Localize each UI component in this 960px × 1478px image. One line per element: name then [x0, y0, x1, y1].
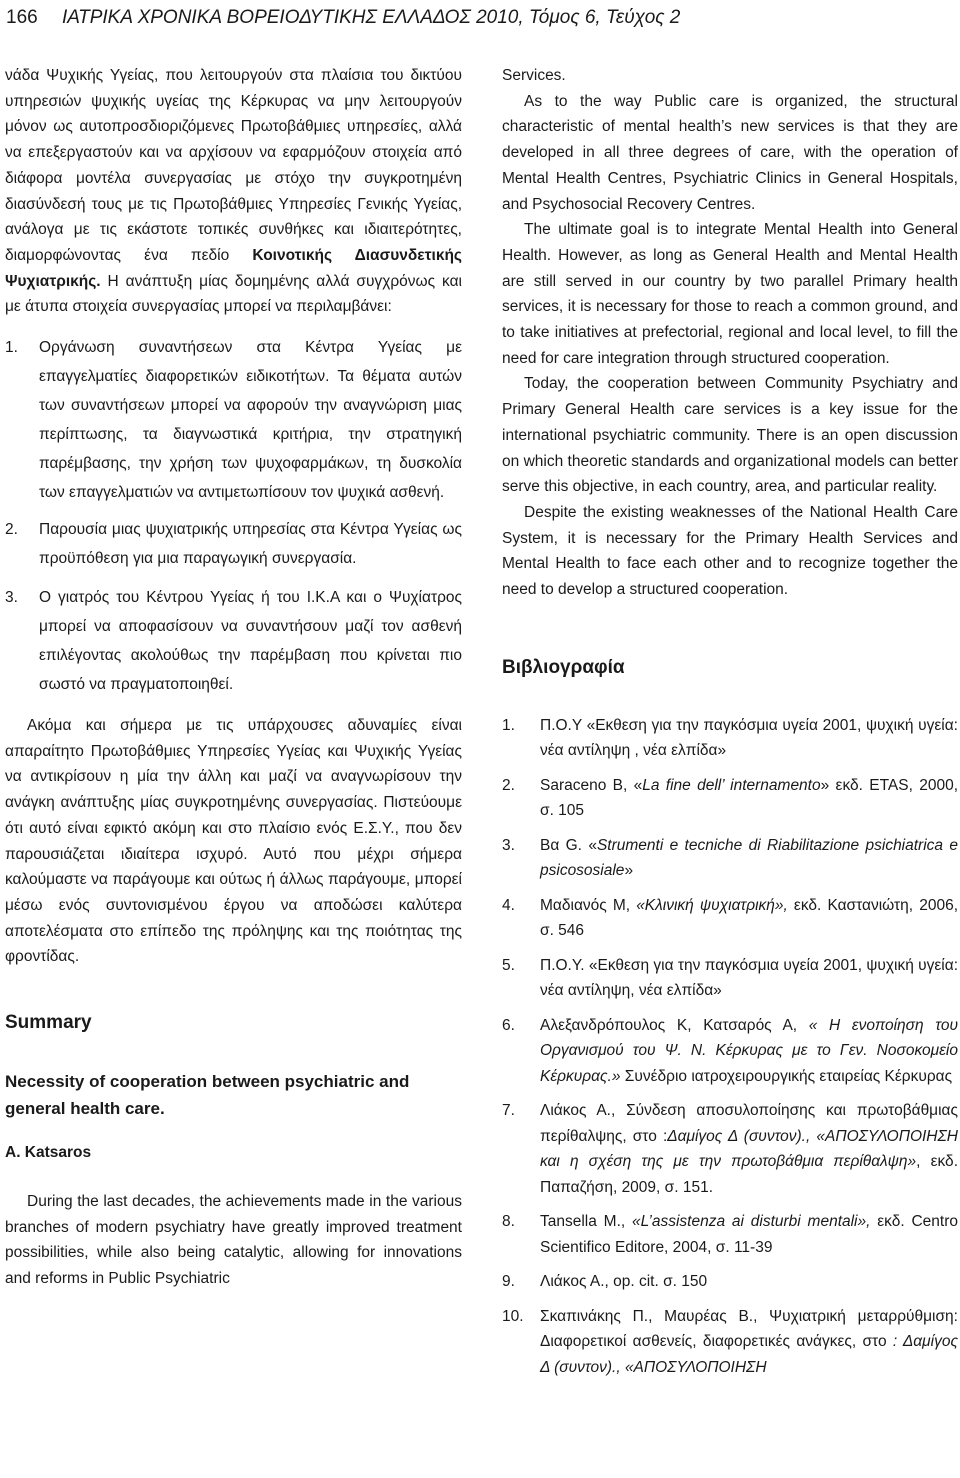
list-item-number: 1.: [5, 339, 18, 357]
reference-italic-text: «Κλινική ψυχιατρική»,: [636, 896, 788, 914]
reference-item: [502, 833, 958, 884]
reference-text: , εκδ. Παπαζήση, 2009, σ. 151.: [540, 1153, 958, 1196]
reference-text: Λιάκος Α., op. cit. σ. 150: [540, 1273, 708, 1291]
reference-text: Π.Ο.Υ «Εκθεση για την παγκόσμια υγεία 2001, ψυχική υγεία: νέα αντίληψη , νέα ελπίδα»: [540, 716, 958, 760]
reference-text: Βα G. «: [540, 836, 597, 854]
reference-italic-text: « Η ενοποίηση του Οργανισμού του Ψ. Ν. Κέρκυρας με το Γεν. Νοσοκομείο Κέρκυρας.»: [540, 1016, 958, 1085]
list-item-text: Ο γιατρός του Κέντρου Υγείας ή του Ι.Κ.Α και ο Ψυχίατρος μπορεί να αποφασίσουν να συναντήσουν μαζί τον ασθενή επιλέγοντας ακολούθως την παρέμβαση που κρίνεται πιο σωστό να πραγματοποιηθεί.: [39, 589, 462, 694]
paragraph: Ακόμα και σήμερα με τις υπάρχουσες αδυναμίες είναι απαραίτητο Πρωτοβάθμιες Υπηρεσίες Υγείας και Ψυχικής Υγείας να αντικρίσουν η μία την άλλη και μαζί να αναγνωρίσουν την ανάγκη ανάπτυξης μίας συγκροτημένης συνεργασίας. Πιστεύουμε ότι αυτό είναι εφικτό ακόμη και στο πλαίσιο ενός Ε.Σ.Υ., που δεν παρουσιάζεται ιδιαίτερα ισχυρό. Αυτό που μέχρι σήμερα καλούμαστε να παράγουμε και ούτως ή άλλως παράγουμε, μπορεί μέσω ενός συντονισμένου έργου να αποδώσει καλύτερα αποτελέσματα στο επίπεδο της πρόληψης και της ποιότητας της φροντίδας.: [5, 717, 462, 966]
reference-number: 1.: [502, 716, 515, 734]
reference-number: 9.: [502, 1273, 515, 1291]
reference-italic-text: Δαμίγος Δ (συντον)., «ΑΠΟΣΥΛΟΠΟΙΗΣΗ και η σχέση της με την πρωτοβάθμια περίθαλψη»: [540, 1127, 958, 1171]
reference-text: »: [624, 862, 634, 880]
reference-text: εκδ. Centro Scientifico Editore, 2004, σ. 11-39: [540, 1213, 958, 1256]
reference-text: Tansella M.,: [540, 1213, 633, 1231]
reference-text: Saraceno B, «: [540, 776, 643, 794]
reference-italic-text: : Δαμίγος Δ (συντον)., «ΑΠΟΣΥΛΟΠΟΙΗΣΗ: [540, 1333, 958, 1376]
paragraph: The ultimate goal is to integrate Mental Health into General Health. However, as long as General Health and Mental Health are still served in our country by two parallel Primary health services, it is necessary for those to reach a common ground, and to take initiatives at prefectorial, regional and local level, to fill the need for care integration through structured cooperation.: [502, 221, 958, 367]
reference-text: Λιάκος Α., Σύνδεση αποσυλοποίησης και πρωτοβάθμιας περίθαλψης, στο :: [540, 1102, 958, 1145]
reference-text: Αλεξανδρόπουλος Κ, Κατσαρός Α,: [540, 1016, 809, 1034]
reference-text: » εκδ. ETAS, 2000, σ. 105: [540, 776, 958, 820]
list-item: [5, 333, 462, 507]
reference-number: 8.: [502, 1213, 515, 1231]
reference-text: Π.Ο.Υ. «Εκθεση για την παγκόσμια υγεία 2001, ψυχική υγεία: νέα αντίληψη, νέα ελπίδα»: [540, 956, 958, 1000]
paragraph-text: νάδα Ψυχικής Υγείας, που λειτουργούν στα πλαίσια του δικτύου υπηρεσιών ψυχικής υγείας της Κέρκυρας να μην λειτουργούν μόνον ως αυτοπροσδιοριζόμενες Πρωτοβάθμιες υπηρεσίες, αλλά να επεξεργαστούν και να αρχίσουν να εφαρμόζουν στοιχεία από διάφορα μοντέλα συνεργασίας με στόχο την συγκροτημένη διασύνδεσή τους με τις Πρωτοβάθμιες Υπηρεσίες Γενικής Υγείας, ανάλογα με τις εκάστοτε τοπικές συνθήκες και ιδιαιτερότητες, διαμορφώνοντας ένα πεδίο: [5, 67, 462, 264]
paragraph: As to the way Public care is organized, the structural characteristic of mental health’s new services is that they are developed in all three degrees of care, with the operation of Mental Health Centres, Psychiatric Clinics in General Hospitals, and Psychosocial Recovery Centres.: [502, 92, 958, 213]
numbered-list: [5, 333, 462, 699]
paragraph: Despite the existing weaknesses of the National Health Care System, it is necessary for the Primary Health Services and Mental Health to face each other and to recognize together the need to develop a structured cooperation.: [502, 503, 958, 599]
reference-item: [502, 1013, 958, 1090]
summary-title: Necessity of cooperation between psychiatric and general health care.: [5, 1072, 410, 1119]
journal-title: ΙΑΤΡΙΚΑ ΧΡΟΝΙΚΑ ΒΟΡΕΙΟΔΥΤΙΚΗΣ ΕΛΛΑΔΟΣ 2010, Τόμος 6, Τεύχος 2: [62, 7, 681, 28]
reference-item: [502, 1269, 958, 1295]
reference-text: εκδ. Καστανιώτη, 2006, σ. 546: [540, 896, 959, 940]
reference-number: 5.: [502, 956, 515, 974]
reference-number: 3.: [502, 836, 515, 854]
list-item-number: 2.: [5, 521, 18, 539]
left-column: [5, 63, 462, 1292]
right-column: [502, 63, 958, 1380]
list-item: [5, 515, 462, 573]
reference-item: [502, 713, 958, 764]
paragraph: [5, 63, 462, 320]
reference-italic-text: Strumenti e tecniche di Riabilitazione psichiatrica e psicososiale: [540, 836, 958, 880]
reference-number: 10.: [502, 1307, 524, 1325]
reference-text: Μαδιανός Μ,: [540, 896, 637, 914]
reference-item: [502, 1098, 958, 1200]
bibliography-heading: Βιβλιογραφία: [502, 656, 625, 678]
paragraph: Today, the cooperation between Community Psychiatry and Primary General Health care services is a key issue for the international psychiatric community. There is an open discussion on which theoretic standards and organizational models can better serve this objective, in each country, area, and particular reality.: [502, 375, 958, 496]
paragraph-bold-text: Κοινοτικής Διασυνδετικής Ψυχιατρικής.: [5, 246, 462, 290]
reference-item: [502, 953, 958, 1004]
summary-paragraph: During the last decades, the achievements made in the various branches of modern psychiatry have greatly improved treatment possibilities, while also being catalytic, allowing for innovations and reforms in Public Psychiatric: [5, 1193, 462, 1288]
reference-list: [502, 713, 958, 1381]
list-item-number: 3.: [5, 589, 18, 607]
reference-number: 4.: [502, 896, 515, 914]
reference-number: 2.: [502, 776, 515, 794]
reference-text: Συνέδριο ιατροχειρουργικής εταιρείας Κέρκυρας: [620, 1067, 953, 1085]
reference-italic-text: La fine dell’ internamento: [642, 776, 821, 794]
page-number: 166: [6, 7, 38, 28]
reference-text: Σκαπινάκης Π., Μαυρέας Β., Ψυχιατρική μεταρρύθμιση: Διαφορετικοί ασθενείς, διαφορετικές ανάγκες, στο: [540, 1307, 958, 1351]
reference-italic-text: «L’assistenza ai disturbi mentali»,: [632, 1213, 871, 1231]
list-item: [5, 583, 462, 699]
list-item-text: Παρουσία μιας ψυχιατρικής υπηρεσίας στα Κέντρα Υγείας ως προϋπόθεση για μια παραγωγική συνεργασία.: [39, 521, 462, 568]
reference-number: 7.: [502, 1102, 515, 1120]
paragraph: Services.: [502, 67, 566, 84]
reference-item: [502, 1304, 958, 1381]
reference-item: [502, 773, 958, 824]
summary-author: A. Katsaros: [5, 1144, 92, 1162]
paragraph-text: Η ανάπτυξη μίας δομημένης αλλά συγχρόνως και με άτυπα στοιχεία συνεργασίας μπορεί να περιλαμβάνει:: [5, 272, 462, 316]
summary-heading: Summary: [5, 1012, 92, 1034]
page-header: [0, 0, 960, 36]
list-item-text: Οργάνωση συναντήσεων στα Κέντρα Υγείας με επαγγελματίες διαφορετικών ειδικοτήτων. Τα θέματα αυτών των συναντήσεων μπορεί να αφορούν την αναγνώριση μιας περίπτωσης, τα διαγνωστικά κριτήρια, την στρατηγική παρέμβασης, την χρήση των ψυχοφαρμάκων, τη δυσκολία των επαγγελματιών να αντιμετωπίσουν τον ψυχικά ασθενή.: [39, 339, 462, 502]
reference-item: [502, 893, 958, 944]
reference-number: 6.: [502, 1016, 515, 1034]
reference-item: [502, 1209, 958, 1260]
